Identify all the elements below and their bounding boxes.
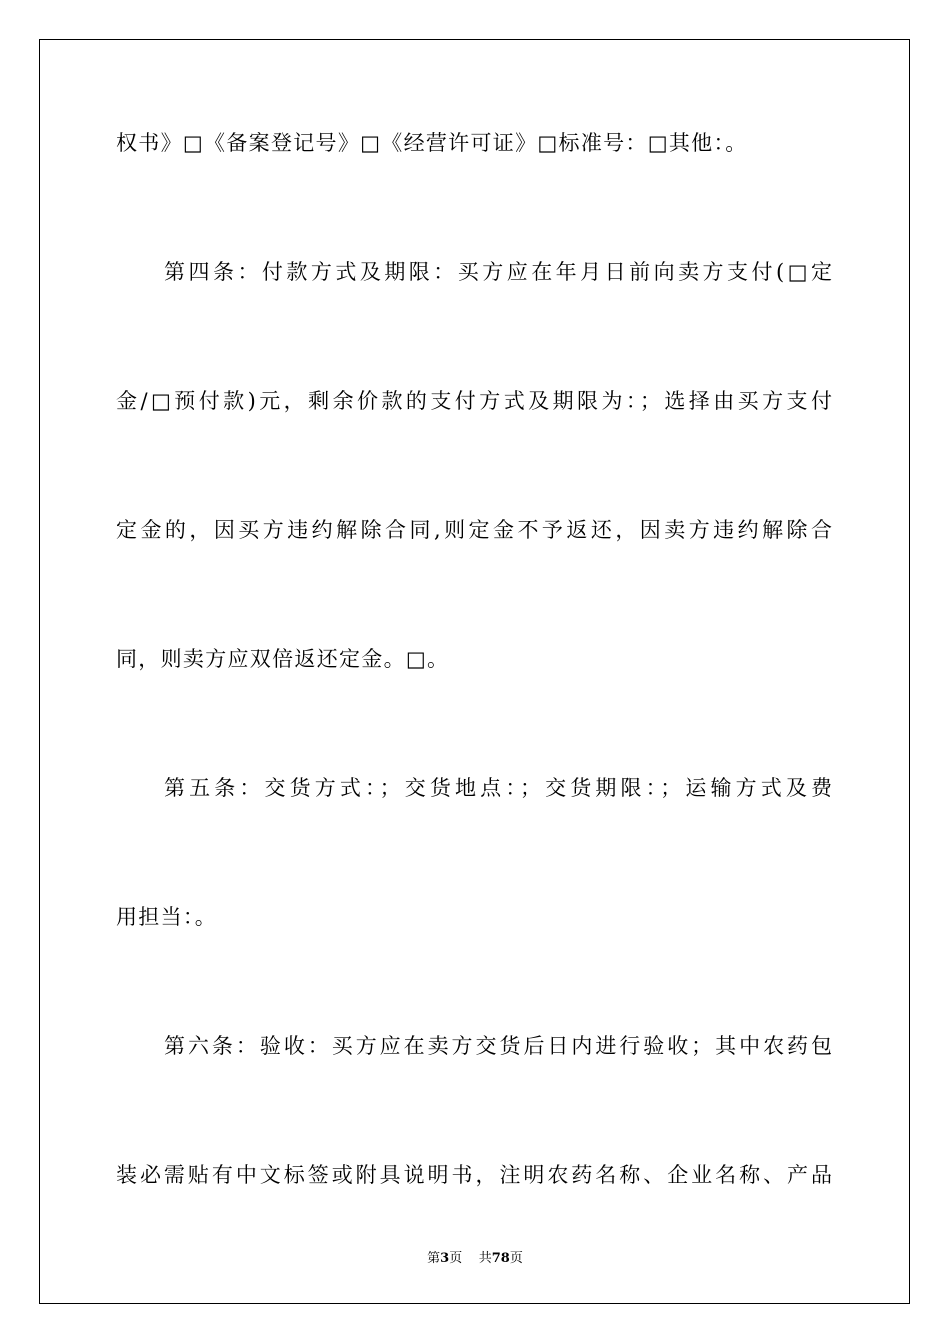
total-suffix: 页 — [509, 1251, 523, 1266]
page-footer — [0, 1247, 950, 1266]
text-line-3: 金/□预付款)元，剩余价款的支付方式及期限为：；选择由买方支付 — [116, 389, 832, 413]
page-number: 3 — [440, 1251, 450, 1266]
page-suffix: 页 — [449, 1251, 463, 1266]
document-body — [116, 130, 832, 1291]
text-line-2: 第四条：付款方式及期限：买方应在年月日前向卖方支付(□定 — [164, 260, 832, 284]
text-line-1: 权书》□《备案登记号》□《经营许可证》□标准号：□其他：。 — [116, 131, 748, 155]
total-pages: 78 — [491, 1251, 510, 1266]
total-prefix: 共 — [478, 1251, 492, 1266]
page-prefix: 第 — [427, 1251, 441, 1266]
text-line-5: 同，则卖方应双倍返还定金。□。 — [116, 647, 450, 671]
text-line-9: 装必需贴有中文标签或附具说明书，注明农药名称、企业名称、产品 — [116, 1163, 832, 1187]
text-line-8: 第六条：验收：买方应在卖方交货后日内进行验收；其中农药包 — [164, 1034, 832, 1058]
text-line-6: 第五条：交货方式：；交货地点：；交货期限：；运输方式及费 — [164, 776, 832, 800]
text-line-4: 定金的，因买方违约解除合同,则定金不予返还，因卖方违约解除合 — [116, 518, 832, 542]
text-line-7: 用担当：。 — [116, 905, 217, 929]
